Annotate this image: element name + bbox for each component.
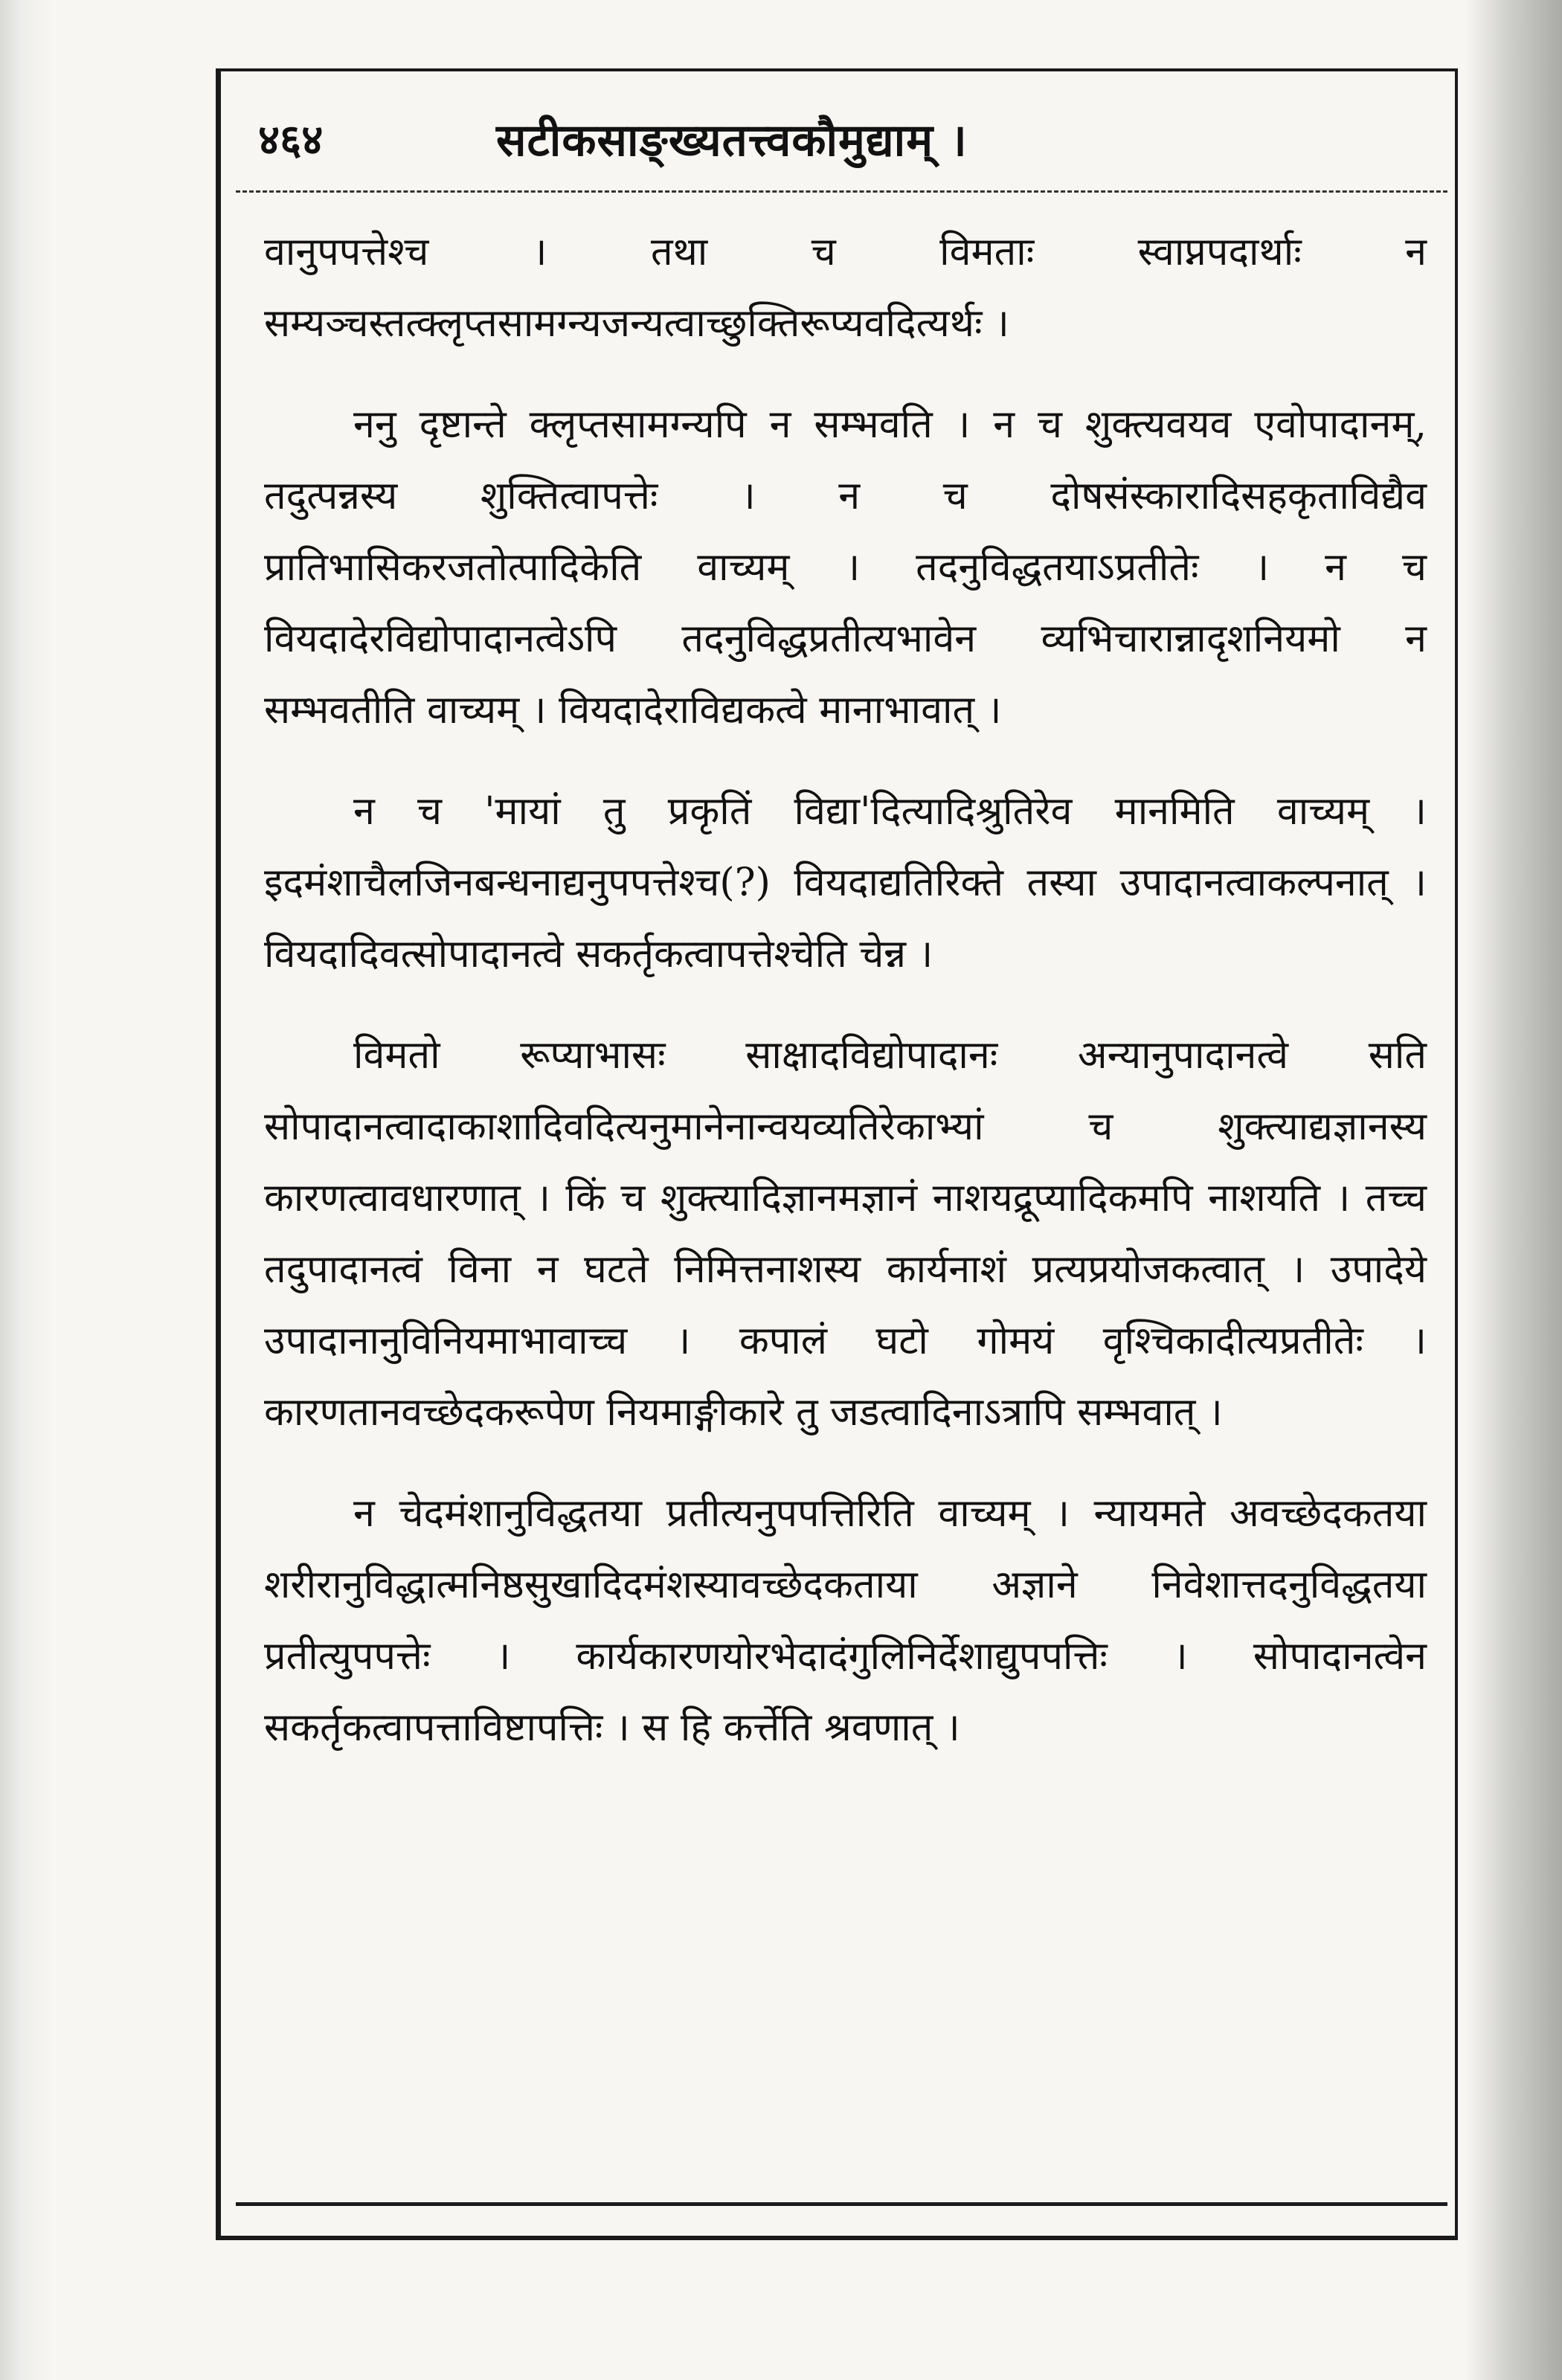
scan-margin-left — [0, 0, 52, 2380]
page-body — [264, 216, 1427, 1793]
paragraph-2: ननु दृष्टान्ते क्लृप्तसामग्न्यपि न सम्भवति । न च शुक्त्यवयव एवोपादानम्, तदुत्पन्नस्य शुक्तित्वापत्तेः । न च दोषसंस्कारादिसहकृताविद्यैव प्रातिभासिकरजतोत्पादिकेति वाच्यम् । तदनुविद्धतयाऽप्रतीतेः । न च वियदादेरविद्योपादानत्वेऽपि तदनुविद्धप्रतीत्यभावेन व्यभिचारान्नादृशनियमो न सम्भवतीति वाच्यम् । वियदादेराविद्यकत्वे मानाभावात् । — [264, 402, 1427, 733]
book-page — [216, 68, 1458, 2240]
page-header — [258, 94, 1425, 183]
header-divider — [236, 190, 1447, 193]
running-title: सटीकसाङ्ख्यतत्त्वकौमुद्याम् । — [496, 115, 968, 167]
paragraph-5: न चेदमंशानुविद्धतया प्रतीत्यनुपपत्तिरिति वाच्यम् । न्यायमते अवच्छेदकतया शरीरानुविद्धात्मनिष्ठसुखादिदमंशस्यावच्छेदकताया अज्ञाने निवेशात्तदनुविद्धतया प्रतीत्युपपत्तेः । कार्यकारणयोरभेदादंगुलिनिर्देशाद्युपपत्तिः । सोपादानत्वेन सकर्तृकत्वापत्ताविष्टापत्तिः । स हि कर्त्तेति श्रवणात् । — [264, 1491, 1427, 1750]
page-number: ४६४ — [258, 115, 324, 164]
paragraph-4: विमतो रूप्याभासः साक्षादविद्योपादानः अन्यानुपादानत्वे सति सोपादानत्वादाकाशादिवदित्यनुमानेनान्वयव्यतिरेकाभ्यां च शुक्त्याद्यज्ञानस्य कारणत्वावधारणात् । किं च शुक्त्यादिज्ञानमज्ञानं नाशयद्रूप्यादिकमपि नाशयति । तच्च तदुपादानत्वं विना न घटते निमित्तनाशस्य कार्यनाशं प्रत्यप्रयोजकत्वात् । उपादेये उपादानानुविनियमाभावाच्च । कपालं घटो गोमयं वृश्चिकादीत्यप्रतीतेः । कारणतानवच्छेदकरूपेण नियमाङ्गीकारे तु जडत्वादिनाऽत्रापि सम्भवात् । — [264, 1033, 1427, 1435]
scan-margin-right — [1465, 0, 1562, 2380]
footer-divider — [236, 2202, 1447, 2206]
paragraph-1: वानुपपत्तेश्च । तथा च विमताः स्वाप्नपदार्थाः न सम्यञ्चस्तत्क्लृप्तसामग्न्यजन्यत्वाच्छुक्तिरूप्यवदित्यर्थः । — [264, 230, 1427, 346]
paragraph-3: न च 'मायां तु प्रकृतिं विद्या'दित्यादिश्रुतिरेव मानमिति वाच्यम् । इदमंशाचैलजिनबन्धनाद्यनुपपत्तेश्च(?) वियदाद्यतिरिक्ते तस्या उपादानत्वाकल्पनात् । वियदादिवत्सोपादानत्वे सकर्तृकत्वापत्तेश्चेति चेन्न । — [264, 789, 1427, 977]
